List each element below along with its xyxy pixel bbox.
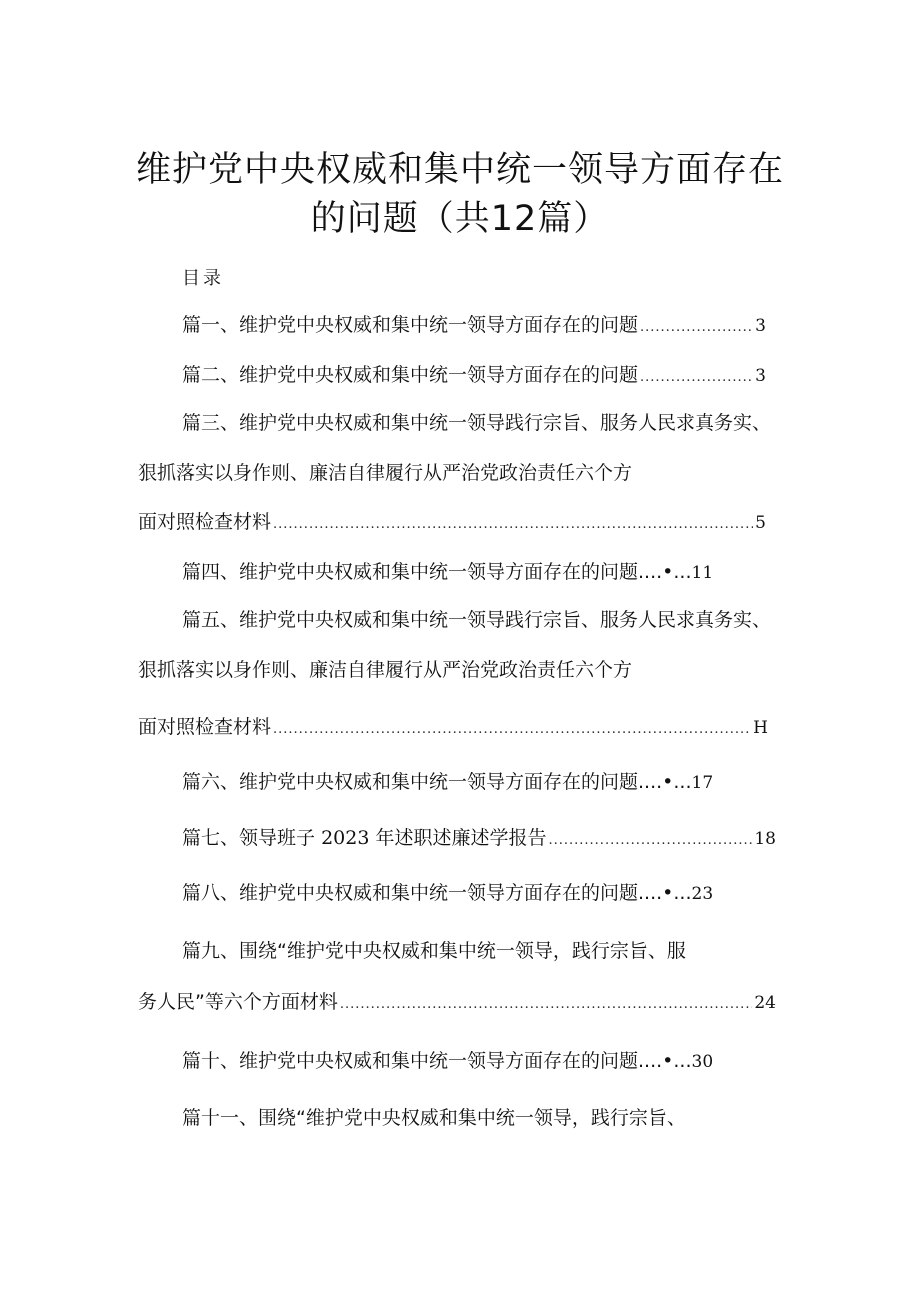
toc-entry-8[interactable]: [182, 880, 713, 906]
toc-entry-text: 篇六、维护党中央权威和集中统一领导方面存在的问题....•...: [182, 771, 692, 793]
toc-entry-6[interactable]: [182, 769, 713, 795]
toc-entry-year: 2023: [321, 827, 370, 849]
toc-entry-text: 篇二、维护党中央权威和集中统一领导方面存在的问题: [182, 364, 639, 386]
toc-page-number: 24: [754, 993, 776, 1013]
toc-entry-9-line-2[interactable]: [138, 989, 776, 1015]
toc-entry-3-line-2[interactable]: 狠抓落实以身作则、廉洁自律履行从严治党政治责任六个方: [138, 462, 633, 484]
toc-leader-dots: [640, 315, 753, 341]
toc-entry-text-part-a: 篇七、领导班子: [182, 827, 316, 849]
toc-entry-text: 篇一、维护党中央权威和集中统一领导方面存在的问题: [182, 314, 639, 336]
toc-entry-text: 篇四、维护党中央权威和集中统一领导方面存在的问题....•...: [182, 561, 692, 583]
toc-leader-dots: [273, 717, 751, 743]
toc-entry-text-part-b: 年述职述廉述学报告: [375, 827, 547, 849]
toc-entry-text: 面对照检查材料: [138, 716, 272, 738]
document-title-line-1: 维护党中央权威和集中统一领导方面存在: [135, 150, 784, 190]
toc-entry-10[interactable]: [182, 1048, 713, 1074]
toc-leader-dots: [548, 828, 752, 854]
toc-heading: 目录: [182, 268, 224, 289]
toc-entry-text: 篇八、维护党中央权威和集中统一领导方面存在的问题....•...: [182, 882, 692, 904]
toc-page-number: 18: [754, 829, 776, 849]
toc-entry-7[interactable]: [182, 825, 776, 851]
toc-entry-text: 面对照检查材料: [138, 511, 272, 533]
toc-entry-2[interactable]: [182, 362, 766, 388]
toc-page-number: 3: [755, 316, 766, 336]
toc-entry-5-line-2[interactable]: 狠抓落实以身作则、廉洁自律履行从严治党政治责任六个方: [138, 659, 633, 681]
toc-leader-dots: [340, 992, 753, 1018]
toc-entry-9-line-1[interactable]: 篇九、围绕“维护党中央权威和集中统一领导，践行宗旨、服: [182, 940, 686, 962]
toc-entry-4[interactable]: [182, 559, 713, 585]
toc-entry-text: 篇十、维护党中央权威和集中统一领导方面存在的问题....•...: [182, 1050, 692, 1072]
toc-entry-text: [182, 825, 546, 851]
toc-page-number: 30: [691, 1052, 714, 1072]
toc-entry-5-line-3[interactable]: [138, 714, 768, 740]
toc-page-number: 5: [755, 513, 766, 533]
toc-leader-dots: [273, 512, 753, 538]
toc-entry-11-line-1[interactable]: 篇十一、围绕“维护党中央权威和集中统一领导，践行宗旨、: [182, 1107, 686, 1129]
document-title-line-2: 的问题（共12篇）: [310, 199, 610, 239]
toc-page-number: 3: [755, 366, 766, 386]
toc-page-number: 11: [691, 563, 714, 583]
toc-page-number: 17: [691, 773, 714, 793]
toc-page-number: 23: [691, 884, 714, 904]
toc-leader-dots: [640, 365, 753, 391]
toc-entry-3-line-3[interactable]: [138, 509, 766, 535]
toc-entry-5-line-1[interactable]: 篇五、维护党中央权威和集中统一领导践行宗旨、服务人民求真务实、: [182, 609, 772, 631]
toc-page-number: H: [753, 718, 768, 738]
toc-entry-1[interactable]: [182, 312, 766, 338]
toc-entry-3-line-1[interactable]: 篇三、维护党中央权威和集中统一领导践行宗旨、服务人民求真务实、: [182, 412, 772, 434]
toc-entry-text: 务人民”等六个方面材料: [138, 991, 338, 1013]
